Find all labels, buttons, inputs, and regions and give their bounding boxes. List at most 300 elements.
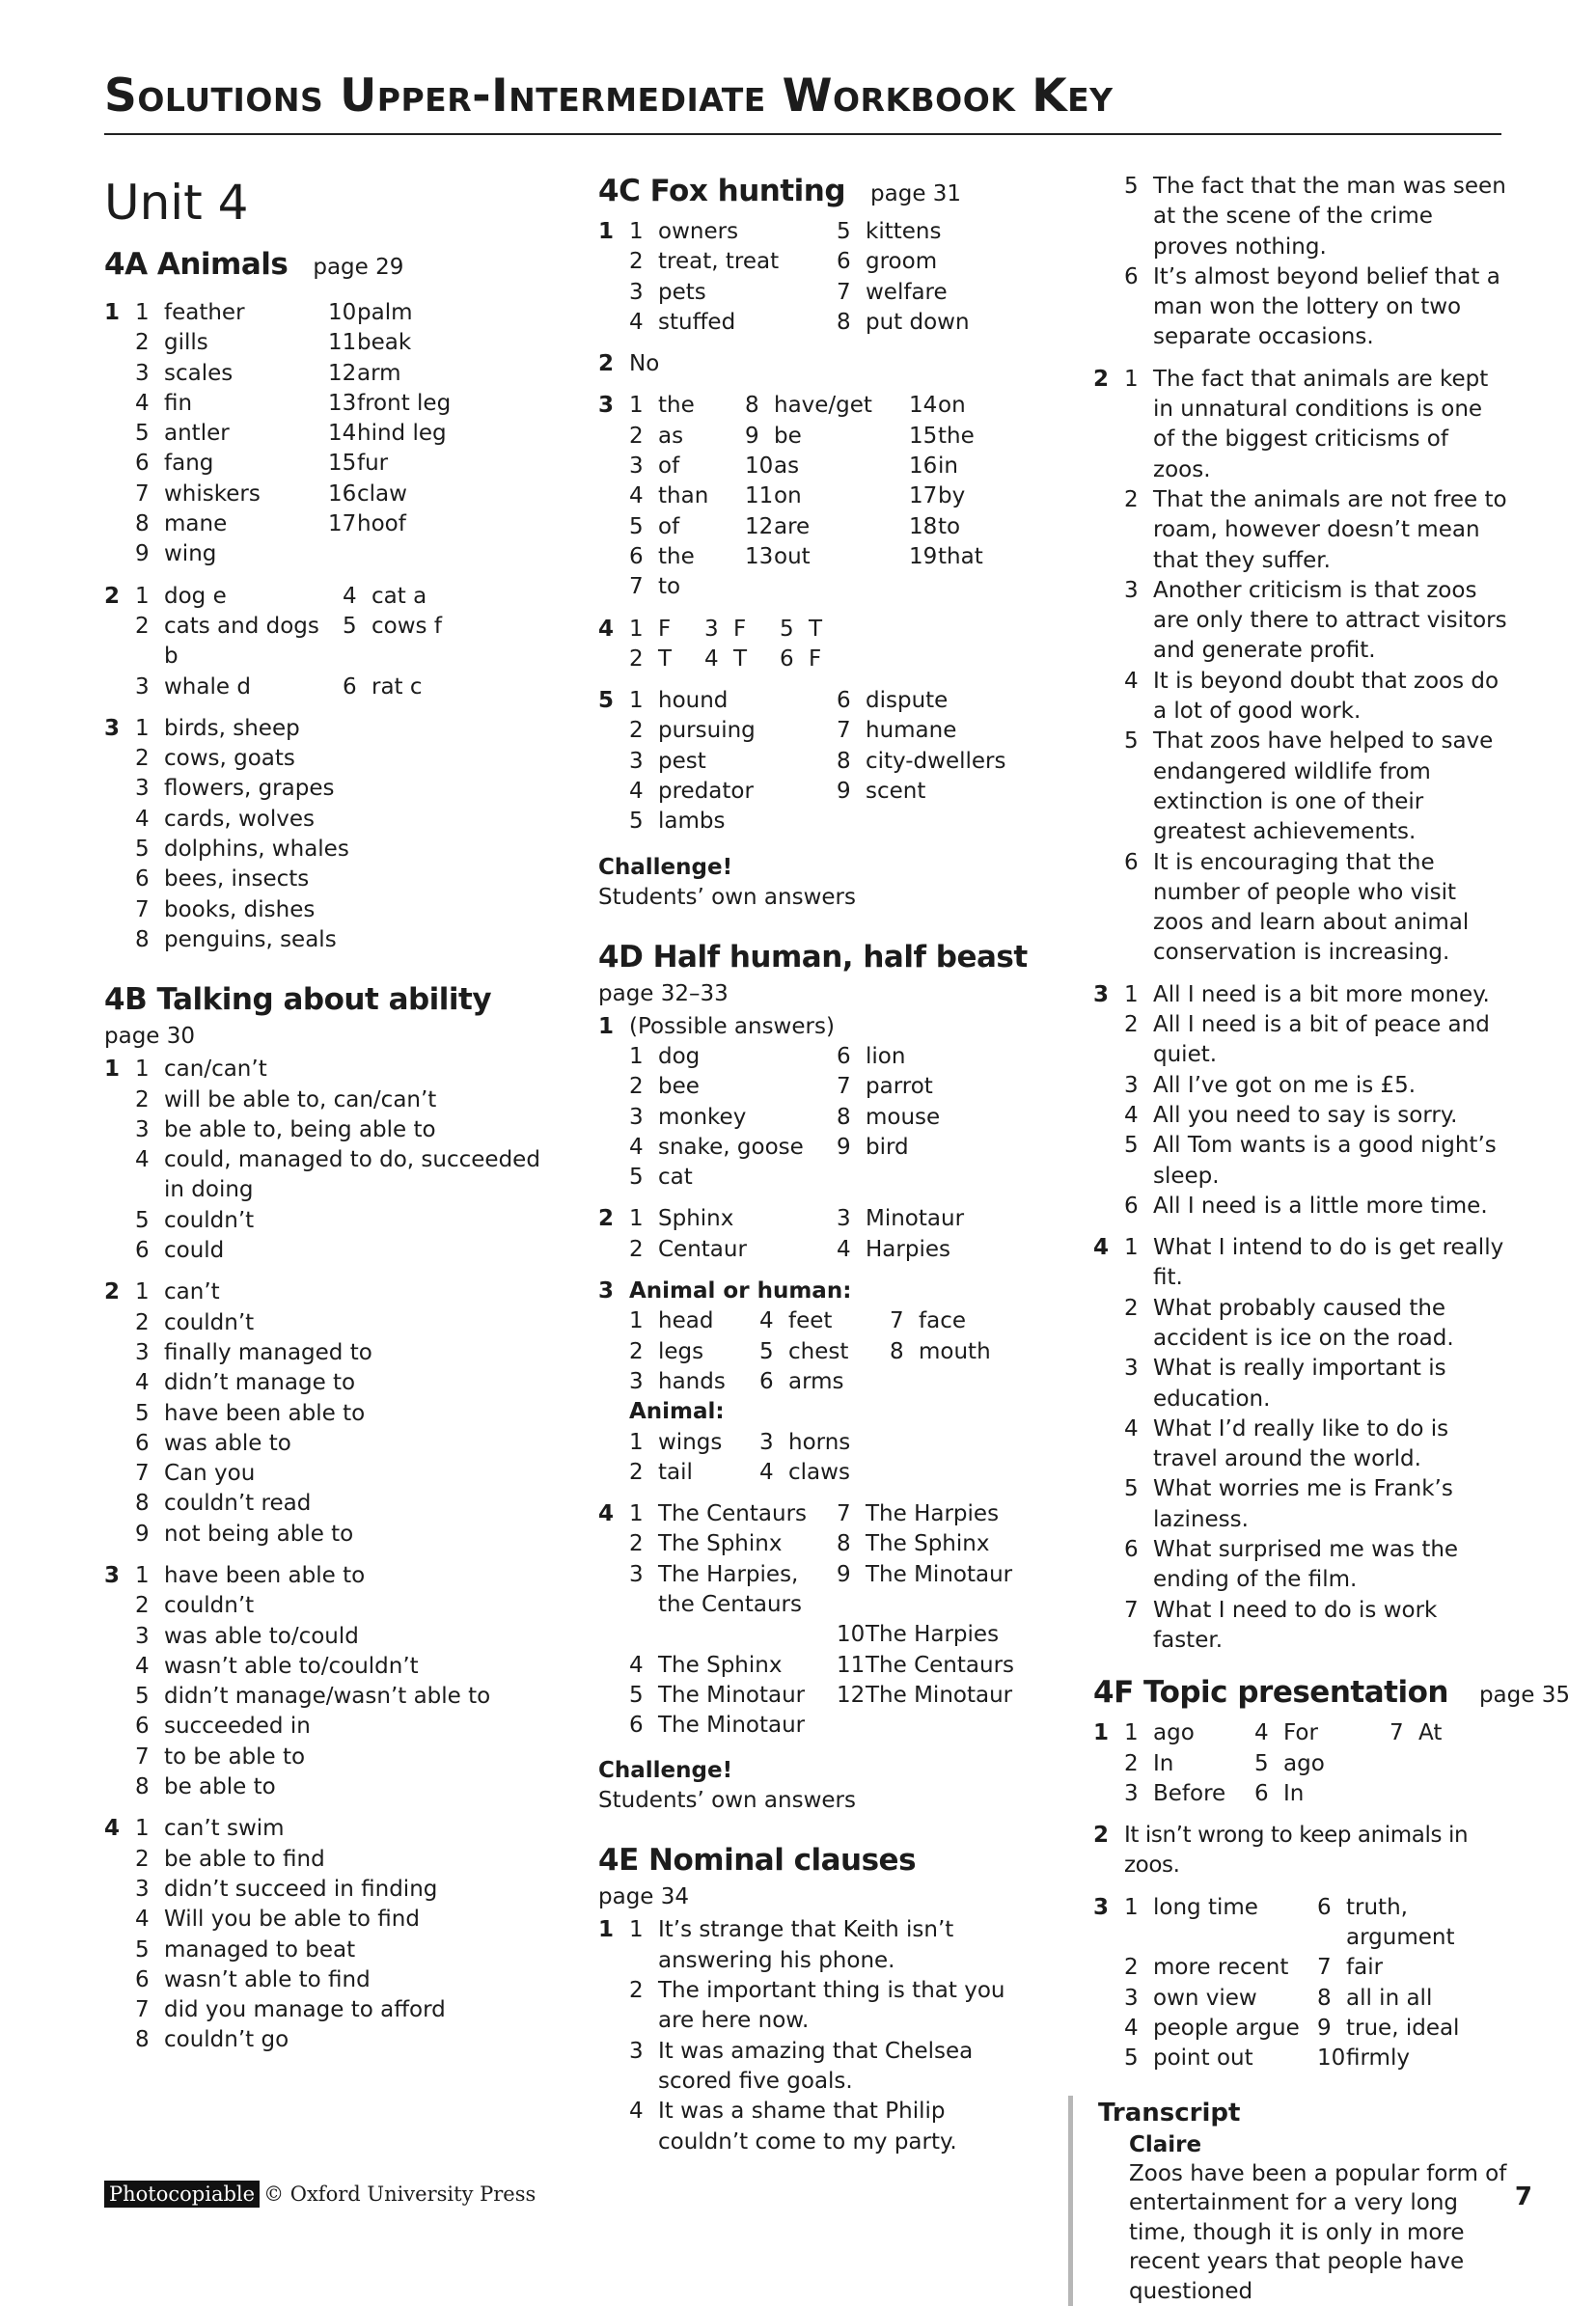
answer-item bbox=[1124, 2014, 1307, 2044]
answer-item bbox=[1317, 2044, 1510, 2073]
answer-item bbox=[780, 645, 849, 674]
item-number: 2 bbox=[629, 1459, 644, 1485]
item-text: can’t bbox=[164, 1279, 220, 1305]
item-text: to bbox=[938, 513, 961, 539]
item-text: not being able to bbox=[164, 1521, 354, 1547]
item-text: ago bbox=[1283, 1750, 1325, 1776]
item-text: whiskers bbox=[164, 480, 261, 507]
item-number: 4 bbox=[135, 1907, 150, 1933]
item-number: 5 bbox=[629, 1682, 644, 1708]
exercise bbox=[1093, 980, 1508, 1222]
section-page: page 35 bbox=[1478, 1683, 1570, 1709]
item-text: claw bbox=[357, 480, 407, 507]
item-number: 6 bbox=[759, 1368, 774, 1394]
item-number: 1 bbox=[1124, 1894, 1139, 1920]
item-text: The Harpies, the Centaurs bbox=[658, 1561, 802, 1617]
item-text: dog bbox=[658, 1043, 701, 1069]
item-text: The Harpies bbox=[866, 1622, 1000, 1648]
answer-item bbox=[837, 308, 1030, 338]
item-text: wing bbox=[164, 541, 217, 567]
exercise bbox=[598, 349, 1071, 379]
answer-item bbox=[1124, 485, 1508, 576]
item-number: 1 bbox=[1124, 1720, 1139, 1746]
item-text: All you need to say is sorry. bbox=[1153, 1102, 1458, 1128]
item-text: monkey bbox=[658, 1104, 747, 1130]
item-text: scales bbox=[164, 360, 234, 386]
section-4a-heading bbox=[104, 247, 558, 287]
answer-item bbox=[328, 509, 521, 539]
item-text: Minotaur bbox=[866, 1206, 965, 1232]
answer-item bbox=[135, 389, 318, 419]
answer-item bbox=[837, 1560, 1039, 1621]
item-number: 10 bbox=[1317, 2045, 1346, 2072]
answer-list bbox=[629, 391, 1071, 602]
answer-item bbox=[1254, 1749, 1380, 1779]
item-text: Sphinx bbox=[658, 1206, 734, 1232]
item-text: The important thing is that you are here now. bbox=[658, 1978, 1005, 2034]
item-number: 2 bbox=[629, 249, 644, 275]
item-number: 2 bbox=[629, 718, 644, 744]
answer-item bbox=[135, 1206, 558, 1236]
answer-item bbox=[837, 1681, 1039, 1711]
item-number: 4 bbox=[135, 1653, 150, 1679]
item-number: 3 bbox=[135, 776, 150, 802]
answer-item bbox=[837, 1042, 1030, 1072]
item-text: Harpies bbox=[866, 1236, 950, 1262]
item-number: 2 bbox=[135, 330, 150, 356]
item-number: 2 bbox=[135, 1086, 150, 1112]
answer-item bbox=[629, 1976, 1005, 2037]
item-text: the bbox=[658, 543, 695, 569]
answer-item bbox=[629, 1560, 827, 1621]
answer-item bbox=[629, 1499, 827, 1529]
answer-item bbox=[837, 1133, 1030, 1163]
answer-item bbox=[909, 422, 1025, 452]
exercise-body bbox=[629, 1012, 1071, 1194]
answer-item bbox=[1124, 980, 1508, 1010]
answer-item bbox=[135, 1236, 558, 1266]
item-number: 6 bbox=[135, 866, 150, 892]
item-number: 5 bbox=[780, 616, 794, 642]
answer-item bbox=[1124, 172, 1508, 262]
item-text: front leg bbox=[357, 390, 452, 416]
item-number: 4 bbox=[1124, 1102, 1139, 1128]
item-number: 11 bbox=[328, 330, 357, 356]
answer-item bbox=[135, 1055, 558, 1084]
item-text: What surprised me was the ending of the film. bbox=[1153, 1537, 1459, 1593]
item-number: 5 bbox=[1124, 728, 1139, 755]
item-number: 7 bbox=[837, 718, 851, 744]
unit-title: Unit 4 bbox=[104, 175, 249, 231]
item-text: out bbox=[774, 543, 811, 569]
answer-item bbox=[328, 359, 521, 389]
item-text: scent bbox=[866, 779, 926, 805]
item-text: F bbox=[809, 645, 822, 672]
column-2 bbox=[598, 174, 1071, 2157]
item-number: 4 bbox=[629, 2099, 644, 2125]
item-number: 16 bbox=[328, 480, 357, 507]
item-text: all in all bbox=[1346, 1985, 1433, 2011]
item-text: What I need to do is work faster. bbox=[1153, 1597, 1438, 1653]
item-number: 3 bbox=[629, 1368, 644, 1394]
answer-list bbox=[1124, 1718, 1508, 1809]
answer-item bbox=[135, 714, 558, 744]
item-text: Centaur bbox=[658, 1236, 747, 1262]
item-number: 3 bbox=[1124, 1356, 1139, 1382]
answer-item bbox=[1317, 1953, 1510, 1983]
answer-item bbox=[837, 278, 1030, 308]
answer-item bbox=[135, 449, 318, 479]
answer-item bbox=[629, 1681, 827, 1711]
answer-item bbox=[629, 542, 735, 572]
item-number: 13 bbox=[328, 390, 357, 416]
item-number: 7 bbox=[135, 896, 150, 922]
item-number: 3 bbox=[629, 748, 644, 774]
item-text: feather bbox=[164, 300, 245, 325]
answer-item bbox=[328, 328, 521, 358]
item-text: arm bbox=[357, 360, 401, 386]
answer-list bbox=[1124, 365, 1508, 969]
exercise bbox=[104, 298, 558, 570]
answer-item bbox=[135, 895, 558, 925]
exercise-number: 4 bbox=[598, 1501, 615, 1527]
answer-item bbox=[135, 1905, 558, 1935]
item-text: firmly bbox=[1346, 2045, 1410, 2072]
item-text: on bbox=[774, 483, 802, 509]
exercise-number: 2 bbox=[1093, 366, 1110, 392]
transcript-speaker: Claire bbox=[1129, 2131, 1202, 2157]
item-number: 15 bbox=[328, 451, 357, 477]
answer-item bbox=[745, 542, 899, 572]
item-number: 3 bbox=[759, 1429, 774, 1455]
item-text: welfare bbox=[866, 279, 948, 305]
item-number: 1 bbox=[135, 300, 150, 325]
item-text: All I need is a bit of peace and quiet. bbox=[1153, 1012, 1490, 1068]
item-number: 3 bbox=[629, 2038, 644, 2064]
exercise bbox=[598, 391, 1071, 602]
answer-text: It isn’t wrong to keep animals in zoos. bbox=[1124, 1823, 1469, 1879]
item-text: have/get bbox=[774, 393, 872, 419]
item-number: 10 bbox=[745, 453, 774, 480]
transcript-text: Zoos have been a popular form of entertainment for a very long time, though it is only in more recent years that people have questioned bbox=[1129, 2160, 1507, 2304]
answer-item bbox=[629, 1711, 827, 1741]
answer-item bbox=[759, 1337, 880, 1367]
item-number: 2 bbox=[629, 1531, 644, 1557]
item-text: The Centaurs bbox=[866, 1652, 1015, 1678]
answer-item bbox=[837, 716, 1030, 746]
answer-item bbox=[745, 422, 899, 452]
item-number: 7 bbox=[629, 574, 644, 600]
answer-item bbox=[1124, 262, 1508, 353]
transcript-title: Transcript bbox=[1098, 2098, 1241, 2128]
answer-item bbox=[629, 1235, 827, 1265]
answer-item bbox=[759, 1367, 880, 1397]
item-number: 1 bbox=[629, 1501, 644, 1527]
item-text: was able to bbox=[164, 1430, 291, 1456]
item-number: 8 bbox=[135, 1491, 150, 1517]
item-text: cat bbox=[658, 1165, 693, 1191]
answer-item bbox=[1124, 1718, 1245, 1748]
item-number: 2 bbox=[629, 423, 644, 449]
item-number: 2 bbox=[629, 1236, 644, 1262]
exercise-number: 4 bbox=[598, 616, 615, 642]
item-number: 2 bbox=[629, 1338, 644, 1364]
answer-item bbox=[759, 1458, 880, 1488]
answer-item bbox=[135, 744, 558, 774]
answer-text: No bbox=[629, 351, 660, 377]
answer-item bbox=[135, 612, 333, 673]
answer-item bbox=[328, 480, 521, 509]
answer-item bbox=[629, 1042, 827, 1072]
exercise-note: (Possible answers) bbox=[629, 1013, 835, 1039]
item-number: 10 bbox=[328, 300, 357, 325]
item-text: can’t swim bbox=[164, 1816, 285, 1842]
exercise bbox=[104, 1055, 558, 1266]
item-number: 4 bbox=[343, 583, 357, 609]
answer-item bbox=[629, 481, 735, 511]
item-number: 2 bbox=[1124, 1750, 1139, 1776]
item-number: 3 bbox=[135, 360, 150, 386]
item-number: 6 bbox=[629, 1713, 644, 1739]
exercise bbox=[1093, 365, 1508, 969]
answer-item bbox=[135, 539, 318, 569]
item-number: 3 bbox=[837, 1206, 851, 1232]
item-text: All I’ve got on me is £5. bbox=[1153, 1072, 1417, 1098]
item-number: 1 bbox=[1124, 1235, 1139, 1261]
item-number: 1 bbox=[135, 1279, 150, 1305]
item-text: dog e bbox=[164, 583, 227, 609]
section-title: 4B Talking about ability bbox=[104, 982, 492, 1018]
section-4c-heading bbox=[598, 174, 1071, 213]
item-number: 6 bbox=[629, 543, 644, 569]
answer-item bbox=[1317, 1984, 1510, 2014]
item-text: point out bbox=[1153, 2045, 1253, 2072]
item-number: 2 bbox=[1124, 1012, 1139, 1038]
answer-item bbox=[629, 512, 735, 542]
answer-item bbox=[135, 1845, 558, 1875]
item-text: be bbox=[774, 423, 802, 449]
item-number: 9 bbox=[837, 1134, 851, 1160]
exercise bbox=[598, 686, 1071, 837]
exercise-continued bbox=[1093, 172, 1508, 353]
item-text: true, ideal bbox=[1346, 2015, 1460, 2041]
header-rule bbox=[104, 133, 1501, 135]
answer-item bbox=[135, 2025, 558, 2055]
item-number: 3 bbox=[135, 1116, 150, 1142]
answer-item bbox=[629, 1133, 827, 1163]
answer-item bbox=[1124, 1010, 1508, 1071]
item-number: 2 bbox=[1124, 1955, 1139, 1981]
answer-item bbox=[1124, 1779, 1245, 1809]
section-title: 4D Half human, half beast bbox=[598, 939, 1028, 975]
item-number: 2 bbox=[1124, 486, 1139, 512]
answer-item bbox=[629, 1367, 750, 1397]
answer-item bbox=[780, 615, 849, 645]
item-number: 3 bbox=[629, 1561, 644, 1587]
item-text: didn’t manage to bbox=[164, 1370, 356, 1396]
answer-item bbox=[837, 1072, 1030, 1102]
exercise-number: 2 bbox=[598, 1206, 615, 1232]
item-number: 4 bbox=[135, 1370, 150, 1396]
answer-item bbox=[837, 1651, 1039, 1681]
item-text: All I need is a little more time. bbox=[1153, 1193, 1488, 1219]
item-text: can/can’t bbox=[164, 1057, 267, 1083]
answer-item bbox=[1124, 1893, 1307, 1954]
item-text: It’s strange that Keith isn’t answering his phone. bbox=[658, 1917, 954, 1973]
item-number: 4 bbox=[1124, 668, 1139, 694]
answer-item bbox=[135, 1520, 558, 1550]
item-number: 3 bbox=[1124, 1780, 1139, 1806]
answer-item bbox=[1124, 365, 1508, 485]
item-number: 1 bbox=[629, 393, 644, 419]
answer-item bbox=[909, 512, 1025, 542]
item-text: managed to beat bbox=[164, 1936, 356, 1963]
item-text: penguins, seals bbox=[164, 926, 337, 952]
item-number: 2 bbox=[135, 1846, 150, 1872]
item-number: 6 bbox=[837, 1043, 851, 1069]
item-text: It’s almost beyond belief that a man won the lottery on two separate occasions. bbox=[1153, 263, 1500, 350]
item-text: What probably caused the accident is ice on the road. bbox=[1153, 1295, 1454, 1351]
answer-item bbox=[837, 247, 1030, 277]
item-number: 13 bbox=[745, 543, 774, 569]
item-number: 5 bbox=[629, 809, 644, 835]
answer-list bbox=[629, 1306, 1071, 1397]
item-number: 7 bbox=[837, 1074, 851, 1100]
answer-list bbox=[629, 1499, 1071, 1741]
item-number: 2 bbox=[135, 746, 150, 772]
answer-item bbox=[135, 1965, 558, 1995]
answer-item bbox=[135, 1591, 558, 1621]
item-text: groom bbox=[866, 249, 938, 275]
answer-item bbox=[745, 512, 899, 542]
answer-item bbox=[837, 1235, 1030, 1265]
answer-item bbox=[909, 481, 1025, 511]
answer-list bbox=[135, 298, 558, 570]
answer-item bbox=[837, 686, 1030, 716]
answer-item bbox=[629, 391, 735, 421]
answer-item bbox=[135, 1935, 558, 1965]
answer-item bbox=[135, 1489, 558, 1519]
item-text: owners bbox=[658, 219, 739, 244]
item-number: 5 bbox=[1124, 174, 1139, 199]
item-text: All Tom wants is a good night’s sleep. bbox=[1153, 1133, 1497, 1189]
item-number: 7 bbox=[135, 1997, 150, 2023]
answer-item bbox=[135, 1814, 558, 1844]
answer-list bbox=[1124, 1893, 1510, 2074]
item-text: rat c bbox=[371, 673, 423, 700]
item-text: in bbox=[938, 453, 958, 480]
item-text: Another criticism is that zoos are only there to attract visitors and generate profit. bbox=[1153, 577, 1507, 664]
item-number: 7 bbox=[1390, 1720, 1404, 1746]
item-number: 11 bbox=[837, 1652, 866, 1678]
item-number: 4 bbox=[759, 1459, 774, 1485]
answer-item bbox=[1124, 1474, 1508, 1535]
answer-item bbox=[909, 452, 1025, 481]
section-4f-heading bbox=[1093, 1675, 1570, 1715]
answer-item bbox=[328, 298, 521, 328]
item-number: 1 bbox=[629, 1043, 644, 1069]
answer-item bbox=[629, 1529, 827, 1559]
item-text: The fact that the man was seen at the scene of the crime proves nothing. bbox=[1153, 174, 1506, 260]
item-number: 1 bbox=[629, 1917, 644, 1943]
item-number: 10 bbox=[837, 1622, 866, 1648]
item-number: 5 bbox=[135, 421, 150, 447]
item-number: 1 bbox=[135, 1057, 150, 1083]
answer-item bbox=[1124, 848, 1508, 969]
item-text: than bbox=[658, 483, 709, 509]
answer-item bbox=[135, 1561, 558, 1591]
answer-item bbox=[745, 452, 899, 481]
item-text: mouse bbox=[866, 1104, 941, 1130]
answer-item bbox=[135, 1743, 558, 1772]
item-number: 9 bbox=[135, 541, 150, 567]
answer-item bbox=[629, 1651, 827, 1681]
exercise-number: 4 bbox=[1093, 1235, 1110, 1261]
answer-list bbox=[135, 1561, 558, 1802]
answer-item bbox=[135, 1085, 558, 1115]
answer-item bbox=[135, 1995, 558, 2025]
item-text: have been able to bbox=[164, 1400, 366, 1426]
answer-item bbox=[135, 673, 333, 702]
item-number: 12 bbox=[328, 360, 357, 386]
answer-item bbox=[343, 673, 536, 702]
item-text: The Harpies bbox=[866, 1501, 1000, 1527]
item-text: cat a bbox=[371, 583, 427, 609]
answer-item bbox=[1124, 1101, 1508, 1131]
answer-list bbox=[1124, 980, 1508, 1222]
item-text: feet bbox=[788, 1308, 833, 1334]
item-text: couldn’t go bbox=[164, 2027, 289, 2053]
item-number: 1 bbox=[135, 1562, 150, 1588]
answer-item bbox=[135, 1399, 558, 1429]
answer-item bbox=[135, 1338, 558, 1368]
item-number: 5 bbox=[837, 219, 851, 244]
answer-list bbox=[135, 1814, 558, 2055]
item-number: 16 bbox=[909, 453, 938, 480]
answer-item bbox=[135, 835, 558, 865]
answer-list bbox=[135, 714, 558, 955]
answer-list bbox=[629, 1204, 1071, 1265]
item-number: 9 bbox=[1317, 2015, 1332, 2041]
item-text: The Centaurs bbox=[658, 1501, 808, 1527]
item-text: of bbox=[658, 513, 680, 539]
item-number: 8 bbox=[135, 926, 150, 952]
item-text: The Minotaur bbox=[866, 1682, 1013, 1708]
item-text: as bbox=[658, 423, 684, 449]
answer-list bbox=[629, 615, 1071, 675]
answer-item bbox=[135, 1145, 558, 1206]
item-number: 8 bbox=[745, 393, 759, 419]
answer-item bbox=[135, 1622, 558, 1652]
item-text: All I need is a bit more money. bbox=[1153, 981, 1490, 1007]
item-text: pets bbox=[658, 279, 706, 305]
answer-item bbox=[837, 1529, 1039, 1559]
answer-item bbox=[1317, 1893, 1510, 1954]
answer-list bbox=[135, 1277, 558, 1550]
answer-item bbox=[135, 359, 318, 389]
item-text: lion bbox=[866, 1043, 906, 1069]
item-text: lambs bbox=[658, 809, 726, 835]
item-text: fin bbox=[164, 390, 193, 416]
item-number: 8 bbox=[837, 748, 851, 774]
item-text: of bbox=[658, 453, 680, 480]
item-number: 6 bbox=[1254, 1780, 1269, 1806]
item-text: What I’d really like to do is travel around the world. bbox=[1153, 1415, 1449, 1472]
answer-item bbox=[1124, 1233, 1508, 1294]
item-number: 6 bbox=[1317, 1894, 1332, 1920]
item-number: 5 bbox=[135, 1936, 150, 1963]
answer-item bbox=[759, 1306, 880, 1336]
